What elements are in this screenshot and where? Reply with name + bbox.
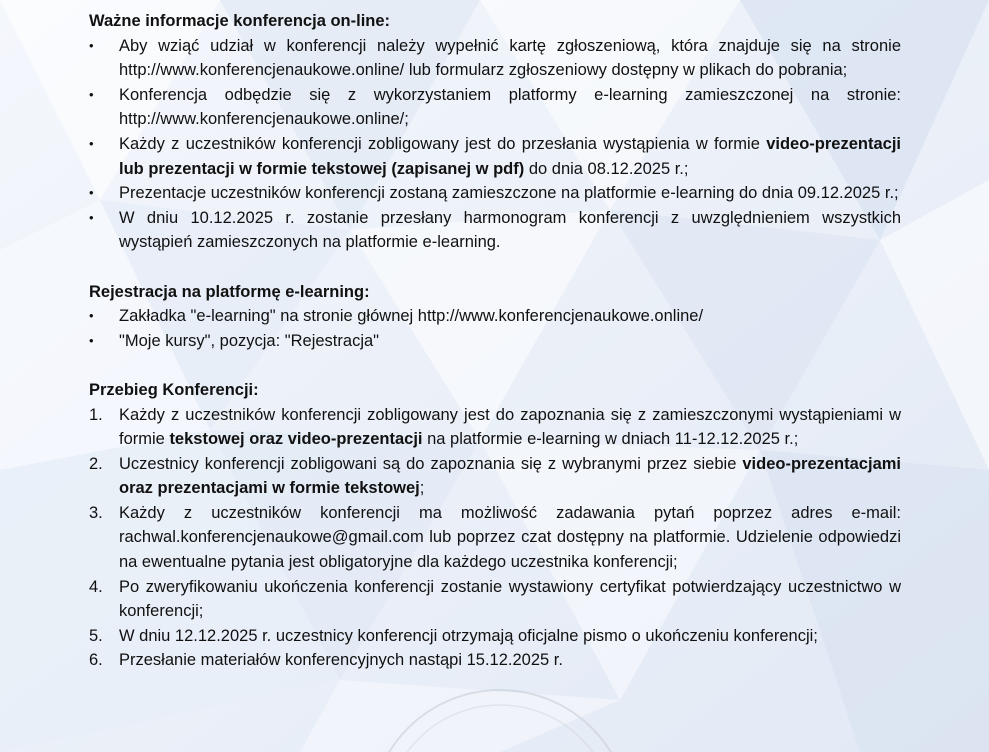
list-item: • Konferencja odbędzie się z wykorzystaniem platformy e-learning zamieszczonej na stronie: http://www.konferencjenaukowe.online/; <box>89 83 901 132</box>
list-item: 5. W dniu 12.12.2025 r. uczestnicy konferencji otrzymają oficjalne pismo o ukończeniu konferencji; <box>89 624 901 649</box>
bullet-icon: • <box>89 308 94 324</box>
list-item: • Prezentacje uczestników konferencji zostaną zamieszczone na platformie e-learning do dnia 09.12.2025 r.; <box>89 181 901 206</box>
list-item: 2. Uczestnicy konferencji zobligowani są do zapoznania się z wybranymi przez siebie video-prezentacjami oraz prezentacjami w formie tekstowej; <box>89 452 901 501</box>
bullet-icon: • <box>89 135 94 151</box>
item-number: 1. <box>89 405 103 424</box>
registration-list <box>89 304 901 353</box>
list-item: • Zakładka "e-learning" na stronie głównej http://www.konferencjenaukowe.online/ <box>89 304 901 329</box>
online-info-list <box>89 34 901 255</box>
list-item: • "Moje kursy", pozycja: "Rejestracja" <box>89 329 901 354</box>
list-item: 3. Każdy z uczestników konferencji ma możliwość zadawania pytań poprzez adres e-mail: rachwal.konferencjenaukowe@gmail.com lub poprzez czat dostępny na platformie. Udzielenie odpowiedzi na ewentualne pytania jest obligatoryjne dla każdego uczestnika konferencji; <box>89 501 901 575</box>
schedule-list <box>89 403 901 674</box>
list-item: • Aby wziąć udział w konferencji należy wypełnić kartę zgłoszeniową, która znajduje się na stronie http://www.konferencjenaukowe.online/ lub formularz zgłoszeniowy dostępny w plikach do pobrania; <box>89 34 901 83</box>
document-page <box>89 9 901 673</box>
item-number: 2. <box>89 454 103 473</box>
online-info-heading: Ważne informacje konferencja on-line: <box>89 12 391 30</box>
bullet-icon: • <box>89 86 94 102</box>
item-number: 3. <box>89 503 103 522</box>
item-number: 5. <box>89 626 103 645</box>
item-number: 4. <box>89 577 103 596</box>
schedule-heading: Przebieg Konferencji: <box>89 380 259 399</box>
bullet-icon: • <box>89 332 94 348</box>
registration-heading: Rejestracja na platformę e-learning: <box>89 282 370 301</box>
list-item: 1. Każdy z uczestników konferencji zobligowany jest do zapoznania się z zamieszczonymi wystąpieniami w formie tekstowej oraz video-prezentacji na platformie e-learning w dniach 11-12.12.2025 r.; <box>89 403 901 452</box>
bullet-icon: • <box>89 209 94 225</box>
bullet-icon: • <box>89 37 94 53</box>
item-number: 6. <box>89 651 103 670</box>
list-item: • Każdy z uczestników konferencji zobligowany jest do przesłania wystąpienia w formie video-prezentacji lub prezentacji w formie tekstowej (zapisanej w pdf) do dnia 08.12.2025 r.; <box>89 132 901 181</box>
list-item: 6. Przesłanie materiałów konferencyjnych nastąpi 15.12.2025 r. <box>89 648 901 673</box>
list-item: 4. Po zweryfikowaniu ukończenia konferencji zostanie wystawiony certyfikat potwierdzający uczestnictwo w konferencji; <box>89 575 901 624</box>
bullet-icon: • <box>89 185 94 201</box>
list-item: • W dniu 10.12.2025 r. zostanie przesłany harmonogram konferencji z uwzględnieniem wszystkich wystąpień zamieszczonych na platformie e-learning. <box>89 206 901 255</box>
